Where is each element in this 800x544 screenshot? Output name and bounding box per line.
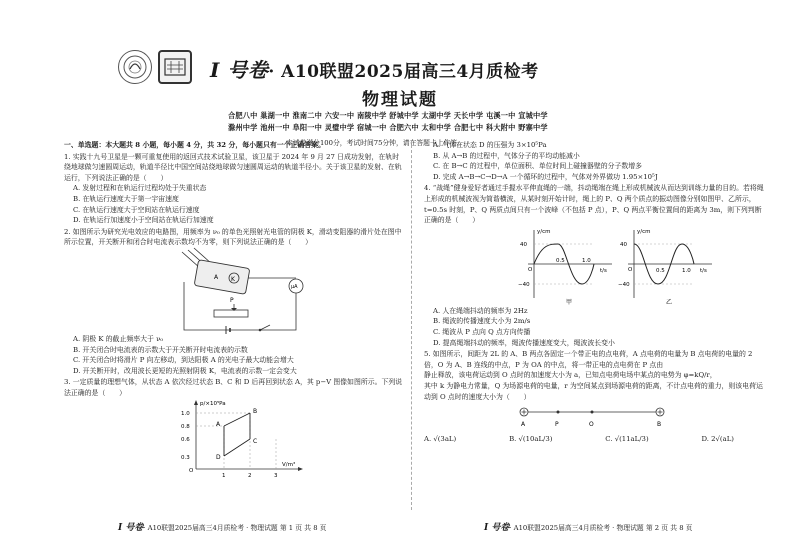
left-column: [64, 140, 404, 479]
option-d: D. 完成 A→B→C→D→A 一个循环的过程中，气体对外界做功 1.95×10⁵J: [433, 172, 658, 181]
question-stem-cont: 其中 k 为静电力常量，Q 为场源电荷的电量，r 为空间某点到场源电荷的距离，不计点电荷的重力，则该电荷运动到 O 点时的速度大小为（ ）: [424, 381, 763, 401]
option-d: D. 在轨运行加速度小于空间站在轨运行加速度: [73, 216, 214, 225]
footer-right: I 号卷· A10联盟2025届高三4月质检考 · 物理试题 第 2 页 共 8 页: [484, 523, 693, 533]
question-stem: 5. 如图所示，间距为 2L 的 A、B 两点各固定一个带正电的点电荷，A 点电荷的电量为 B 点电荷的电量的 2 倍，O 为 A、B 连线的中点，P 为 OA 的中点，将一带正电的点电荷在 P 点由: [424, 350, 753, 369]
option-b: B. √(10aL/3): [509, 435, 553, 444]
state-c-label: C: [253, 437, 258, 445]
label-a: A: [521, 421, 526, 429]
option-a: A. 人在绳端抖动的频率为 2Hz: [433, 306, 528, 315]
y-tick: 1.0: [181, 410, 190, 417]
column-divider: [411, 140, 412, 510]
label-p: P: [555, 421, 559, 429]
section-heading: 一、单选题：本大题共 8 小题，每小题 4 分，共 32 分，每小题只有一个正确答案。: [64, 141, 325, 149]
school-emblem-icon: [158, 50, 192, 84]
amp-neg-label: −40: [518, 281, 530, 288]
question-3-options: [424, 140, 764, 182]
t-one-label: 1.0: [582, 257, 591, 264]
meter-label: μA: [291, 283, 298, 290]
option-b: B. 在轨运行速度大于第一宇宙速度: [73, 194, 179, 203]
x-axis-label: t/s: [700, 267, 707, 274]
x-axis-label: t/s: [600, 267, 607, 274]
option-a: A. 气体在状态 D 的压强为 3×10⁵Pa: [433, 141, 547, 149]
y-axis-label: y/cm: [537, 228, 551, 235]
school-list-row-1: 合肥八中 巢湖一中 淮南二中 六安一中 南陵中学 舒城中学 太湖中学 天长中学 屯溪一中 宣城中学: [228, 111, 548, 120]
origin-label: O: [628, 266, 633, 273]
brand-mark: I 号卷: [484, 523, 510, 533]
label-k: K: [231, 275, 235, 283]
subject-title: 物理试题: [362, 90, 438, 110]
exam-note: 本试卷满分100分，考试时间75分钟，请在答题卡上作答。: [286, 139, 464, 147]
option-d: D. 开关断开时，改用波长更短的光照射阴极 K，电流表的示数一定会变大: [73, 366, 297, 375]
x-tick: 2: [248, 472, 252, 479]
charges-line-figure: [424, 402, 764, 430]
option-c: C. 绳波从 P 点向 Q 点方向传播: [433, 327, 531, 336]
state-a-label: A: [216, 420, 221, 428]
y-tick: 0.3: [181, 454, 190, 461]
vibration-graphs-figure: [424, 226, 764, 306]
question-stem: 3. 一定质量的理想气体，从状态 A 依次经过状态 B、C 和 D 后再回到状态 A，其 p−V 图像如图所示。下列说法正确的是（ ）: [64, 378, 403, 397]
school-list-row-2: 滁州中学 池州一中 阜阳一中 灵璧中学 宿城一中 合肥六中 太和中学 合肥七中 科大附中 野寨中学: [228, 123, 548, 132]
rheostat-icon: [214, 304, 248, 317]
state-d-label: D: [216, 453, 221, 461]
footer-left: I 号卷· A10联盟2025届高三4月质检考 · 物理试题 第 1 页 共 8 页: [118, 523, 327, 533]
caption-yi: 乙: [666, 298, 673, 306]
y-tick: 0.8: [181, 423, 190, 430]
question-stem: 4. “战绳”健身爱好者通过手握水平伸直绳的一端，抖动绳端在绳上形成机械波从而达到训练力量的目的。若将绳上形成的机械波视为简谐横波，从某时刻开始计时，绳上的 P、Q 两个质点的振动图像分别如图甲、乙所示，t=0.5s 时刻，P、Q 两质点间只有一个波峰（不包括 P 点），P、Q 两点平衡位置间的距离为 3m，则下列判断正确的是（ ）: [424, 184, 764, 225]
right-column: [424, 140, 764, 446]
amp-pos-label: 40: [520, 241, 527, 248]
option-b: B. 绳波的传播速度大小为 2m/s: [433, 317, 531, 326]
positive-charge-b-icon: [656, 408, 664, 416]
y-axis-label: p/×10⁵Pa: [200, 400, 226, 407]
option-c: C. 在 B→C 的过程中，单位面积、单位时间上碰撞器壁的分子数增多: [433, 162, 643, 171]
pv-diagram-figure: [64, 399, 404, 479]
option-c: C. 开关闭合时将滑片 P 向左移动，到达阳极 A 的光电子最大动能会增大: [73, 356, 294, 365]
label-b: B: [657, 421, 662, 429]
origin-label: O: [528, 266, 533, 273]
question-5: [424, 349, 764, 445]
y-axis-label: y/cm: [637, 228, 651, 235]
graph-yi: [618, 229, 712, 306]
option-b: B. 开关闭合时电流表的示数大于开关断开时电流表的示数: [73, 345, 248, 354]
point-o-dot: [591, 411, 594, 414]
x-axis-label: V/m³: [282, 461, 296, 468]
option-c: C. √(11aL/3): [605, 435, 649, 444]
label-p: P: [230, 296, 234, 304]
photo-tube-icon: [194, 260, 250, 295]
x-tick: 3: [274, 472, 278, 479]
question-2: [64, 227, 404, 377]
cycle-path: [224, 413, 250, 456]
options-row: [424, 434, 764, 445]
t-one-label: 1.0: [682, 267, 691, 274]
question-stem: 2. 如图所示为研究光电效应的电路图，用频率为 ν₀ 的单色光照射光电管的阴极 K，滑动变阻器的滑片处在图中所示位置，开关断开和闭合时电流表示数均不为零，则下列说法正确的是（ ）: [64, 227, 402, 247]
option-b: B. 从 A→B 的过程中，气体分子的平均动能减小: [433, 151, 580, 160]
question-3: [64, 377, 404, 479]
question-4: [424, 183, 764, 348]
positive-charge-a-icon: [520, 408, 528, 416]
photoelectric-circuit-figure: [64, 248, 404, 334]
graph-jia: [518, 229, 612, 306]
question-stem: 1. 实践十九号卫星是一颗可重复使用的返回式技术试验卫星，该卫星于 2024 年 9 月 27 日成功发射，在轨时绕地球做匀速圆周运动，轨道半径比中国空间站绕地球做匀速圆周运动的轨道半径小。关于该卫星的发射、在轨运行，下列说法正确的是（ ）: [64, 152, 402, 182]
amp-neg-label: −40: [618, 281, 630, 288]
option-a: A. 发射过程和在轨运行过程均处于失重状态: [73, 184, 207, 193]
origin-label: O: [189, 467, 194, 474]
label-o: O: [589, 421, 594, 429]
y-tick: 0.6: [181, 436, 190, 443]
option-d: D. 2√(aL): [701, 435, 734, 444]
option-a: A. √(3aL): [424, 435, 457, 444]
brand-mark: I 号卷: [118, 523, 144, 533]
point-p-dot: [557, 411, 560, 414]
school-seal-icon: [118, 50, 152, 84]
question-stem-cont: 静止释放，该电荷运动到 O 点时的加速度大小为 a，已知点电荷电场中某点的电势为 φ=kQ/r，: [424, 371, 717, 380]
option-c: C. 在轨运行速度大于空间站在轨运行速度: [73, 205, 200, 214]
school-logos: [118, 50, 192, 84]
caption-jia: 甲: [566, 298, 573, 306]
amp-pos-label: 40: [620, 241, 627, 248]
brand-mark: I 号卷: [210, 58, 269, 82]
exam-title: I 号卷· A10联盟2025届高三4月质检考: [210, 58, 539, 82]
option-a: A. 阴极 K 的截止频率大于 ν₀: [73, 334, 164, 343]
x-tick: 1: [222, 472, 226, 479]
label-a: A: [214, 273, 219, 281]
t-half-label: 0.5: [556, 257, 565, 264]
question-1: [64, 152, 404, 226]
t-half-label: 0.5: [656, 267, 665, 274]
state-b-label: B: [253, 407, 258, 415]
option-d: D. 提高绳端抖动的频率，绳波传播速度变大，绳波波长变小: [433, 338, 615, 347]
